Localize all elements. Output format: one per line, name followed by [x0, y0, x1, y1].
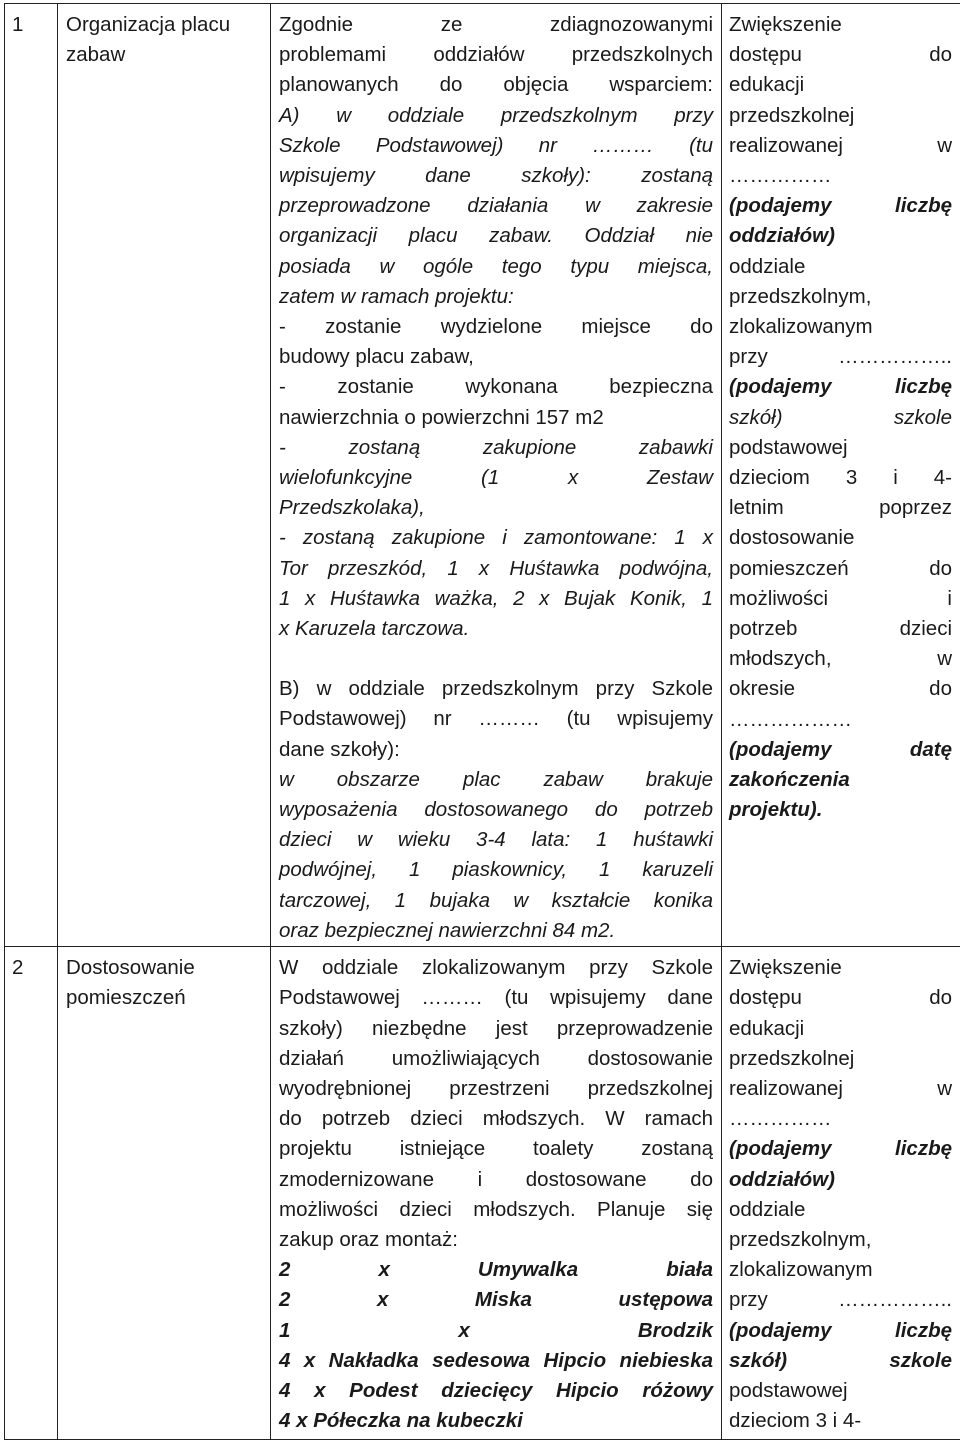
- text-line: przedszkolnej: [729, 101, 952, 131]
- text-line: tarczowej, 1 bujaka w kształcie konika: [279, 886, 713, 916]
- text-line: przeprowadzone działania w zakresie: [279, 191, 713, 221]
- row-number: 1: [5, 4, 58, 947]
- text-line: planowanych do objęcia wsparciem:: [279, 70, 713, 100]
- text-line: oddziałów): [729, 221, 952, 251]
- text-line: zakup oraz montaż:: [279, 1225, 713, 1255]
- text-line: do potrzeb dzieci młodszych. W ramach: [279, 1104, 713, 1134]
- text-line: ………………: [729, 705, 952, 735]
- text-line: - zostaną zakupione i zamontowane: 1 x: [279, 523, 713, 553]
- text-line: wielofunkcyjne (1 x Zestaw: [279, 463, 713, 493]
- text-line: letnim poprzez: [729, 493, 952, 523]
- text-line: szkoły) niezbędne jest przeprowadzenie: [279, 1014, 713, 1044]
- text-line: Zwiększenie: [729, 953, 952, 983]
- text-line: 4 x Półeczka na kubeczki: [279, 1406, 713, 1436]
- text-line: dostępu do: [729, 983, 952, 1013]
- text-line: posiada w ogóle tego typu miejsca,: [279, 252, 713, 282]
- text-line: 4 x Podest dziecięcy Hipcio różowy: [279, 1376, 713, 1406]
- text-line: możliwości i: [729, 584, 952, 614]
- text-line: przedszkolnym,: [729, 282, 952, 312]
- text-line: (podajemy datę: [729, 735, 952, 765]
- text-line: podstawowej: [729, 1376, 952, 1406]
- text-line: zmodernizowane i dostosowane do: [279, 1165, 713, 1195]
- text-line: edukacji: [729, 70, 952, 100]
- text-line: Podstawowej ……… (tu wpisujemy dane: [279, 983, 713, 1013]
- text-line: podstawowej: [729, 433, 952, 463]
- task-name: Organizacja placu zabaw: [58, 4, 271, 947]
- text-line: zlokalizowanym: [729, 312, 952, 342]
- task-name: Dostosowanie pomieszczeń: [58, 947, 271, 1440]
- task-description: [271, 4, 722, 947]
- activities-table: [4, 3, 960, 1440]
- text-line: ……………: [729, 161, 952, 191]
- text-line: organizacji placu zabaw. Oddział nie: [279, 221, 713, 251]
- text-line: ……………: [729, 1104, 952, 1134]
- task-effect: [722, 947, 960, 1440]
- text-line: młodszych, w: [729, 644, 952, 674]
- text-line: realizowanej w: [729, 1074, 952, 1104]
- text-line: - zostanie wydzielone miejsce do: [279, 312, 713, 342]
- text-line: w obszarze plac zabaw brakuje: [279, 765, 713, 795]
- table-row: [5, 4, 960, 947]
- text-line: (podajemy liczbę: [729, 1316, 952, 1346]
- text-line: przedszkolnym,: [729, 1225, 952, 1255]
- text-line: (podajemy liczbę: [729, 191, 952, 221]
- text-line: Zwiększenie: [729, 10, 952, 40]
- text-line: oddziałów): [729, 1165, 952, 1195]
- text-line: podwójnej, 1 piaskownicy, 1 karuzeli: [279, 855, 713, 885]
- text-line: oraz bezpiecznej nawierzchni 84 m2.: [279, 916, 713, 946]
- text-line: (podajemy liczbę: [729, 372, 952, 402]
- text-line: oddziale: [729, 1195, 952, 1225]
- text-line: Zgodnie ze zdiagnozowanymi: [279, 10, 713, 40]
- text-line: 1 x Brodzik: [279, 1316, 713, 1346]
- text-line: 4 x Nakładka sedesowa Hipcio niebieska: [279, 1346, 713, 1376]
- text-line: [279, 644, 713, 674]
- text-line: pomieszczeń do: [729, 554, 952, 584]
- task-description: [271, 947, 722, 1440]
- text-line: budowy placu zabaw,: [279, 342, 713, 372]
- text-line: projektu).: [729, 795, 952, 825]
- text-line: 2 x Miska ustępowa: [279, 1285, 713, 1315]
- text-line: 2 x Umywalka biała: [279, 1255, 713, 1285]
- text-line: Tor przeszkód, 1 x Huśtawka podwójna,: [279, 554, 713, 584]
- text-line: (podajemy liczbę: [729, 1134, 952, 1164]
- text-line: dzieciom 3 i 4-: [729, 463, 952, 493]
- text-line: potrzeb dzieci: [729, 614, 952, 644]
- text-line: dostępu do: [729, 40, 952, 70]
- text-line: oddziale: [729, 252, 952, 282]
- text-line: dzieciom 3 i 4-: [729, 1406, 952, 1436]
- text-line: szkół) szkole: [729, 1346, 952, 1376]
- text-line: przy ……………..: [729, 342, 952, 372]
- text-line: Podstawowej) nr ……… (tu wpisujemy: [279, 704, 713, 734]
- text-line: - zostanie wykonana bezpieczna: [279, 372, 713, 402]
- text-line: zakończenia: [729, 765, 952, 795]
- row-number: 2: [5, 947, 58, 1440]
- text-line: Przedszkolaka),: [279, 493, 713, 523]
- text-line: - zostaną zakupione zabawki: [279, 433, 713, 463]
- text-line: zlokalizowanym: [729, 1255, 952, 1285]
- text-line: przy ……………..: [729, 1285, 952, 1315]
- text-line: edukacji: [729, 1014, 952, 1044]
- text-line: dane szkoły):: [279, 735, 713, 765]
- text-line: x Karuzela tarczowa.: [279, 614, 713, 644]
- text-line: przedszkolnej: [729, 1044, 952, 1074]
- text-line: możliwości dzieci młodszych. Planuje się: [279, 1195, 713, 1225]
- task-effect: [722, 4, 960, 947]
- text-line: problemami oddziałów przedszkolnych: [279, 40, 713, 70]
- text-line: szkół) szkole: [729, 403, 952, 433]
- text-line: B) w oddziale przedszkolnym przy Szkole: [279, 674, 713, 704]
- text-line: Szkole Podstawowej) nr ……… (tu: [279, 131, 713, 161]
- text-line: A) w oddziale przedszkolnym przy: [279, 101, 713, 131]
- text-line: okresie do: [729, 674, 952, 704]
- text-line: projektu istniejące toalety zostaną: [279, 1134, 713, 1164]
- text-line: zatem w ramach projektu:: [279, 282, 713, 312]
- text-line: wyposażenia dostosowanego do potrzeb: [279, 795, 713, 825]
- text-line: dzieci w wieku 3-4 lata: 1 huśtawki: [279, 825, 713, 855]
- text-line: wyodrębnionej przestrzeni przedszkolnej: [279, 1074, 713, 1104]
- text-line: 1 x Huśtawka ważka, 2 x Bujak Konik, 1: [279, 584, 713, 614]
- table-row: [5, 947, 960, 1440]
- text-line: realizowanej w: [729, 131, 952, 161]
- text-line: dostosowanie: [729, 523, 952, 553]
- text-line: nawierzchnia o powierzchni 157 m2: [279, 403, 713, 433]
- text-line: działań umożliwiających dostosowanie: [279, 1044, 713, 1074]
- text-line: W oddziale zlokalizowanym przy Szkole: [279, 953, 713, 983]
- text-line: wpisujemy dane szkoły): zostaną: [279, 161, 713, 191]
